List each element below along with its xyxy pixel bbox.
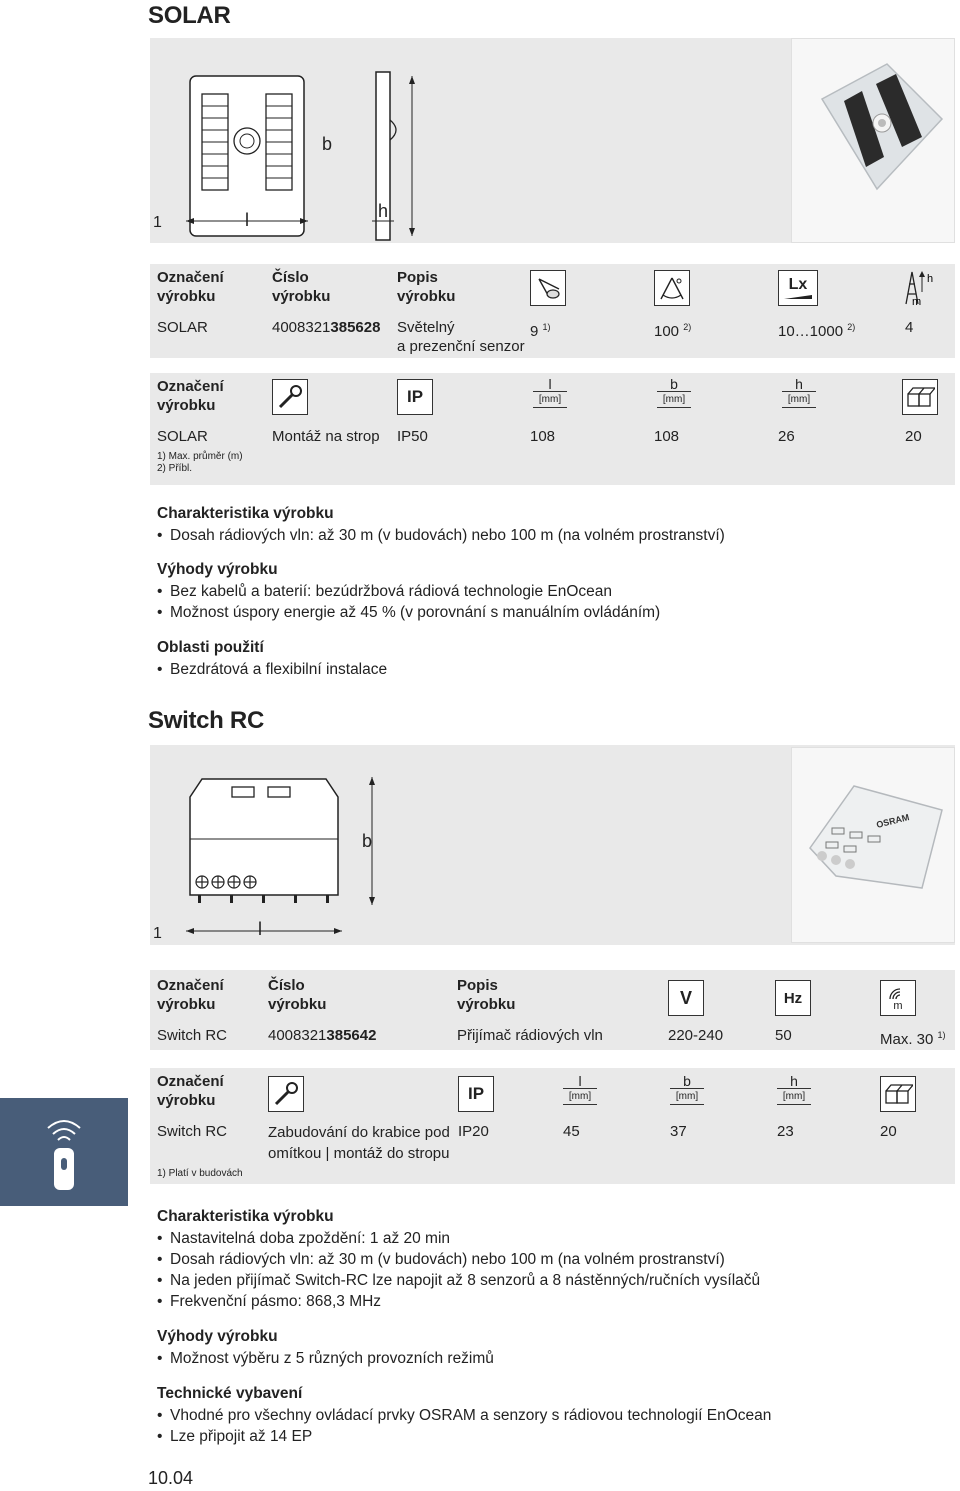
page-number: 10.04 [148,1468,194,1488]
switch-rc-product-photo [791,747,955,943]
switch-rc-qty-label: 1 [153,925,162,942]
solar-t2-ip: IP50 [397,428,428,445]
switch-rc-characteristic-item: • Nastavitelná doba zpoždění: 1 až 20 min [157,1228,760,1249]
header-number: Číslo výrobku [272,269,331,305]
solar-t2-width: 108 [654,428,680,445]
switch-rc-range-sup: 1) [937,1030,946,1040]
ip-icon [397,379,433,415]
solar-characteristic-item: • Dosah rádiových vln: až 30 m (v budovách) nebo 100 m (na volném prostranství) [157,525,725,546]
mounting-height-icon [902,268,938,306]
solar-max-diameter-value: 9 [530,323,539,340]
solar-number-suffix: 385628 [330,319,381,336]
voltage-icon [668,980,704,1016]
solar-advantage-item: • Bez kabelů a baterií: bezúdržbová rádiová technologie EnOcean [157,581,660,602]
package-icon-2 [880,1076,916,1112]
header-description: Popis výrobku [397,269,456,305]
width-icon-letter-2: b [683,1073,691,1089]
width-icon [657,377,691,408]
coverage-cone-icon [654,270,690,306]
header-designation-2: Označení výrobku [157,378,224,414]
svg-text:m: m [912,296,922,306]
switch-rc-row-voltage: 220-240 [668,1027,724,1044]
ip-icon-2 [458,1076,494,1112]
wrench-icon [272,379,308,415]
switch-rc-number-suffix: 385642 [326,1027,377,1044]
switch-rc-advantages [157,1326,494,1369]
solar-length-label: l [245,210,249,230]
switch-rc-characteristic-item: • Dosah rádiových vln: až 30 m (v budovách) nebo 100 m (na volném prostranství) [157,1249,760,1270]
section-title-solar: SOLAR [148,2,231,29]
switch-rc-table-2 [150,1068,955,1184]
section-title-switch-rc: Switch RC [148,707,264,734]
switch-rc-range-value: Max. 30 [880,1031,934,1048]
radio-range-icon-text: m [893,999,903,1012]
wrench-icon-2 [268,1076,304,1112]
height-icon-letter: h [795,376,803,392]
height-icon-unit: [mm] [782,391,816,408]
switch-rc-t2-width: 37 [670,1123,687,1140]
header-number-2: Číslo výrobku [268,977,327,1013]
solar-table-2 [150,373,955,485]
switch-rc-characteristics-title: Charakteristika výrobku [157,1208,334,1225]
header-designation: Označení výrobku [157,269,224,305]
switch-rc-length-label: l [258,919,262,939]
ip-icon-text: IP [406,387,424,406]
solar-characteristics [157,503,725,546]
switch-rc-row-designation: Switch RC [157,1027,228,1044]
solar-qty-label: 1 [153,214,162,231]
solar-t2-pack: 20 [905,428,922,445]
height-icon-unit-2: [mm] [777,1088,811,1105]
length-icon-letter: l [548,376,552,392]
length-icon-2 [563,1074,597,1105]
solar-row-lux [778,318,855,341]
solar-row-coverage [654,318,691,341]
remote-control-icon [0,1098,128,1206]
svg-text:h: h [927,273,934,285]
osram-logo: OSRAM [875,812,911,830]
length-icon [533,377,567,408]
switch-rc-footnote: 1) Platí v budovách [157,1168,243,1179]
solar-t2-mounting: Montáž na strop [272,428,380,445]
solar-lux-sup: 2) [847,322,856,332]
height-icon-letter-2: h [790,1073,798,1089]
switch-rc-technical [157,1383,771,1447]
width-icon-2 [670,1074,704,1105]
frequency-icon [775,980,811,1016]
length-icon-letter-2: l [578,1073,582,1089]
radio-range-icon [880,980,916,1016]
switch-rc-row-number [268,1026,376,1045]
solar-row-height: 4 [905,319,914,336]
solar-table-1 [150,264,955,358]
header-designation-3: Označení výrobku [157,977,224,1013]
solar-row-designation: SOLAR [157,319,208,336]
solar-advantages-title: Výhody výrobku [157,561,278,578]
switch-rc-row-description: Přijímač rádiových vln [457,1027,603,1044]
solar-width-label: b [322,134,333,154]
switch-rc-number-prefix: 4008321 [268,1027,327,1044]
header-designation-4: Označení výrobku [157,1073,224,1109]
switch-rc-technical-item: • Lze připojit až 14 EP [157,1426,771,1447]
switch-rc-advantages-title: Výhody výrobku [157,1328,278,1345]
solar-row-description: Světelný a prezenční senzor [397,319,525,355]
voltage-icon-text: V [679,987,692,1008]
width-icon-unit-2: [mm] [670,1088,704,1105]
solar-row-number [272,318,380,337]
solar-t2-designation: SOLAR [157,428,208,445]
width-icon-letter: b [670,376,678,392]
solar-coverage-value: 100 [654,323,680,340]
switch-rc-table-1 [150,970,955,1050]
length-icon-unit-2: [mm] [563,1088,597,1105]
solar-t2-height: 26 [778,428,795,445]
solar-application-item: • Bezdrátová a flexibilní instalace [157,659,387,680]
switch-rc-characteristic-item: • Na jeden přijímač Switch-RC lze napojit až 8 senzorů a 8 nástěnných/ručních vysílačů [157,1270,760,1291]
sidebar-remote-badge [0,1098,128,1206]
switch-rc-t2-ip: IP20 [458,1123,489,1140]
switch-rc-technical-title: Technické vybavení [157,1385,303,1402]
switch-rc-row-frequency: 50 [775,1027,792,1044]
solar-drawing-panel [150,38,955,243]
solar-advantage-item: • Možnost úspory energie až 45 % (v porovnání s manuálním ovládáním) [157,602,660,623]
height-icon-2 [777,1074,811,1105]
frequency-icon-text: Hz [783,989,803,1007]
lux-icon [778,270,818,306]
solar-t2-length: 108 [530,428,556,445]
solar-number-prefix: 4008321 [272,319,331,336]
switch-rc-width-label: b [362,831,373,851]
header-description-2: Popis výrobku [457,977,516,1013]
switch-rc-technical-item: • Vhodné pro všechny ovládací prvky OSRAM a senzory s rádiovou technologií EnOcean [157,1405,771,1426]
switch-rc-t2-height: 23 [777,1123,794,1140]
package-icon [902,379,938,415]
solar-characteristics-title: Charakteristika výrobku [157,505,334,522]
lux-icon-text: Lx [788,276,808,293]
solar-footnote-1: 1) Max. průměr (m) [157,451,243,462]
switch-rc-t2-length: 45 [563,1123,580,1140]
switch-rc-characteristics [157,1206,760,1312]
solar-advantages [157,559,660,623]
solar-product-photo [791,38,955,243]
switch-rc-t2-mounting: Zabudování do krabice pod omítkou | montáž do stropu [268,1124,450,1162]
detection-angle-icon [530,270,566,306]
switch-rc-t2-pack: 20 [880,1123,897,1140]
width-icon-unit: [mm] [657,391,691,408]
solar-row-max-diameter [530,318,551,341]
solar-coverage-sup: 2) [683,322,692,332]
switch-rc-characteristic-item: • Frekvenční pásmo: 868,3 MHz [157,1291,760,1312]
switch-rc-drawing-panel [150,745,955,945]
switch-rc-advantage-item: • Možnost výběru z 5 různých provozních režimů [157,1348,494,1369]
solar-height-label: h [378,201,389,221]
switch-rc-t2-designation: Switch RC [157,1123,228,1140]
solar-lux-value: 10…1000 [778,323,844,340]
solar-applications [157,637,387,680]
switch-rc-technical-drawing [150,745,790,945]
length-icon-unit: [mm] [533,391,567,408]
solar-footnote-2: 2) Příbl. [157,463,193,474]
solar-applications-title: Oblasti použití [157,639,264,656]
switch-rc-row-range [880,1026,946,1049]
ip-icon-text-2: IP [467,1084,485,1103]
height-icon [782,377,816,408]
solar-max-diameter-sup: 1) [542,322,551,332]
